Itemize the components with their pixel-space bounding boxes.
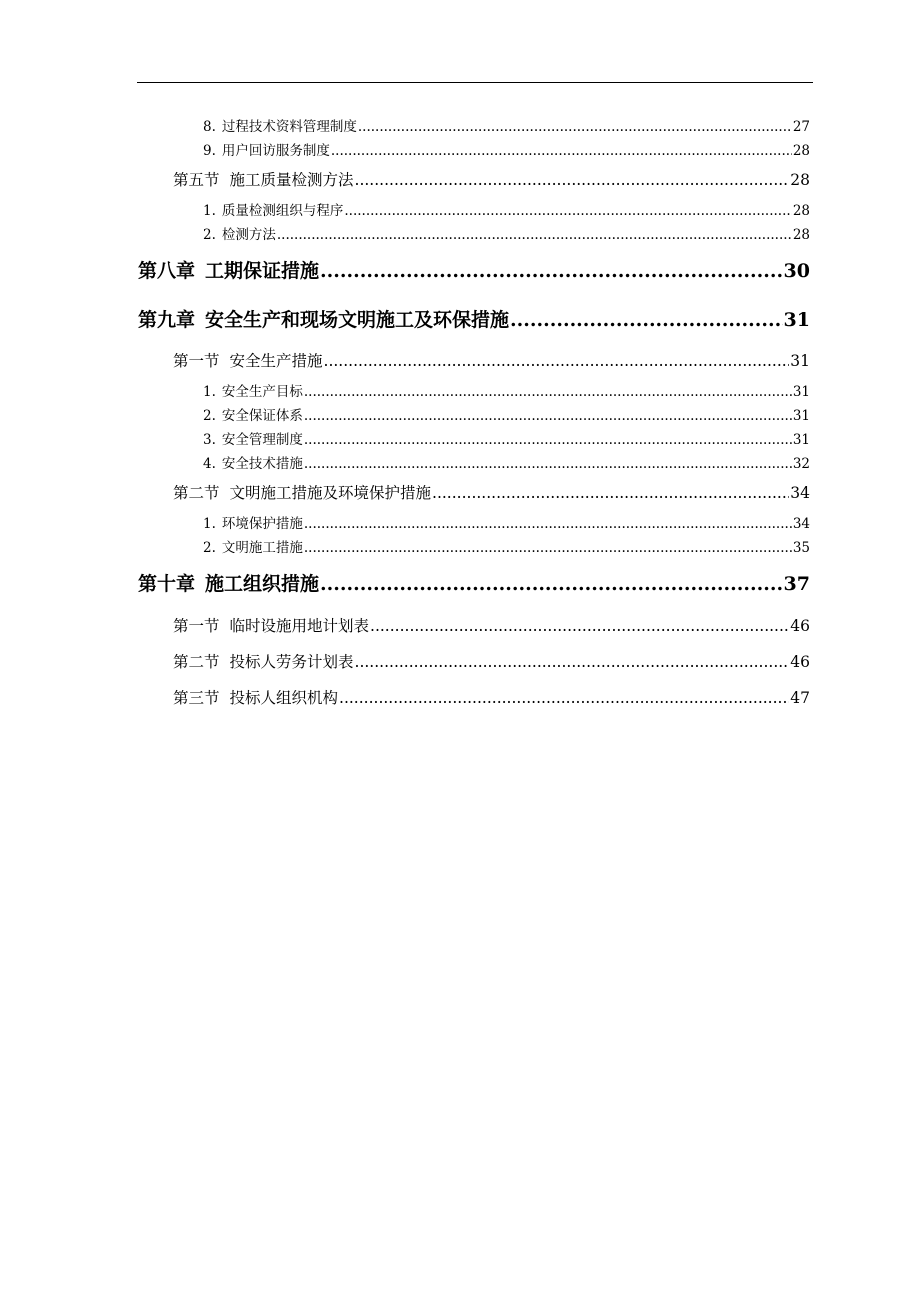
toc-entry-section-organization[interactable] [173, 686, 810, 708]
toc-entry-page: 31 [792, 408, 810, 424]
toc-entry-number: 3. [203, 432, 216, 448]
toc-entry-page: 28 [792, 143, 810, 159]
toc-entry-page: 34 [790, 484, 810, 502]
toc-leader-dots [304, 516, 792, 532]
toc-entry-number: 4. [203, 456, 216, 472]
toc-entry-civil-construction[interactable] [203, 536, 810, 556]
toc-entry-safety-goal[interactable] [203, 380, 810, 400]
toc-entry-quality-org[interactable] [203, 199, 810, 219]
toc-leader-dots [331, 143, 792, 159]
toc-entry-section-safety[interactable] [173, 349, 810, 371]
toc-entry-page: 31 [783, 309, 810, 331]
toc-entry-page: 46 [790, 617, 810, 635]
toc-entry-label: 文明施工措施及环境保护措施 [229, 484, 432, 502]
toc-leader-dots [304, 408, 792, 424]
toc-entry-page: 32 [792, 456, 810, 472]
toc-entry-label: 安全生产目标 [221, 384, 303, 400]
toc-entry-page: 34 [792, 516, 810, 532]
toc-entry-label: 投标人组织机构 [229, 689, 339, 707]
toc-entry-safety-system[interactable] [203, 404, 810, 424]
toc-entry-label: 安全保证体系 [221, 408, 303, 424]
toc-leader-dots [355, 171, 790, 189]
toc-entry-label: 质量检测组织与程序 [221, 203, 344, 219]
toc-entry-test-method[interactable] [203, 223, 810, 243]
toc-leader-dots [355, 653, 790, 671]
toc-entry-label: 临时设施用地计划表 [229, 617, 370, 635]
toc-entry-page: 31 [792, 432, 810, 448]
toc-entry-number: 2. [203, 227, 216, 243]
toc-entry-label: 安全生产和现场文明施工及环保措施 [205, 309, 510, 331]
toc-entry-page: 31 [790, 352, 810, 370]
toc-entry-page: 30 [783, 260, 810, 282]
toc-entry-number: 1. [203, 384, 216, 400]
toc-entry-section-number: 第五节 [173, 171, 220, 189]
toc-leader-dots [304, 456, 792, 472]
toc-entry-label: 施工组织措施 [205, 573, 320, 595]
toc-entry-env-protect[interactable] [203, 512, 810, 532]
toc-entry-section-number: 第三节 [173, 689, 220, 707]
toc-leader-dots [339, 689, 789, 707]
toc-leader-dots [432, 484, 789, 502]
toc-entry-section-temp-facilities[interactable] [173, 614, 810, 636]
toc-leader-dots [320, 260, 783, 282]
toc-leader-dots [358, 119, 792, 135]
toc-entry-number: 2. [203, 540, 216, 556]
toc-entry-chapter-8[interactable] [138, 256, 810, 284]
toc-leader-dots [304, 384, 792, 400]
toc-entry-chapter-10[interactable] [138, 569, 810, 597]
toc-entry-page: 28 [792, 203, 810, 219]
toc-leader-dots [304, 432, 792, 448]
toc-entry-number: 8. [203, 119, 216, 135]
toc-entry-page: 37 [783, 573, 810, 595]
toc-entry-section-number: 第二节 [173, 653, 220, 671]
toc-entry-section-number: 第一节 [173, 617, 220, 635]
header-rule [137, 82, 813, 83]
toc-entry-section-number: 第一节 [173, 352, 220, 370]
toc-entry-label: 施工质量检测方法 [229, 171, 354, 189]
toc-entry-chapter-number: 第十章 [138, 573, 196, 595]
toc-entry-section-quality-test[interactable] [173, 168, 810, 190]
toc-entry-user-visit[interactable] [203, 139, 810, 159]
toc-entry-page: 27 [792, 119, 810, 135]
toc-entry-chapter-number: 第九章 [138, 309, 196, 331]
toc-entry-page: 31 [792, 384, 810, 400]
toc-entry-page: 46 [790, 653, 810, 671]
toc-leader-dots [510, 309, 783, 331]
toc-entry-number: 2. [203, 408, 216, 424]
toc-entry-label: 环境保护措施 [221, 516, 303, 532]
toc-entry-label: 安全生产措施 [229, 352, 323, 370]
toc-leader-dots [344, 203, 791, 219]
toc-entry-chapter-number: 第八章 [138, 260, 196, 282]
toc-leader-dots [370, 617, 789, 635]
toc-entry-label: 文明施工措施 [221, 540, 303, 556]
toc-entry-safety-tech[interactable] [203, 452, 810, 472]
toc-entry-page: 35 [792, 540, 810, 556]
toc-entry-number: 1. [203, 203, 216, 219]
toc-entry-chapter-9[interactable] [138, 305, 810, 333]
toc-entry-label: 安全管理制度 [221, 432, 303, 448]
toc-entry-label: 安全技术措施 [221, 456, 303, 472]
toc-leader-dots [277, 227, 792, 243]
toc-entry-number: 9. [203, 143, 216, 159]
toc-leader-dots [320, 573, 783, 595]
toc-entry-section-civil-env[interactable] [173, 481, 810, 503]
toc-entry-process-docs[interactable] [203, 115, 810, 135]
toc-entry-page: 47 [790, 689, 810, 707]
toc-entry-number: 1. [203, 516, 216, 532]
toc-entry-safety-rules[interactable] [203, 428, 810, 448]
toc-leader-dots [324, 352, 790, 370]
toc-entry-label: 投标人劳务计划表 [229, 653, 354, 671]
toc-entry-label: 过程技术资料管理制度 [221, 119, 357, 135]
toc-entry-label: 工期保证措施 [205, 260, 320, 282]
toc-entry-label: 检测方法 [221, 227, 276, 243]
toc-entry-label: 用户回访服务制度 [221, 143, 330, 159]
toc-entry-section-number: 第二节 [173, 484, 220, 502]
toc-entry-section-labor-plan[interactable] [173, 650, 810, 672]
toc-entry-page: 28 [790, 171, 810, 189]
toc-leader-dots [304, 540, 792, 556]
toc-entry-page: 28 [792, 227, 810, 243]
